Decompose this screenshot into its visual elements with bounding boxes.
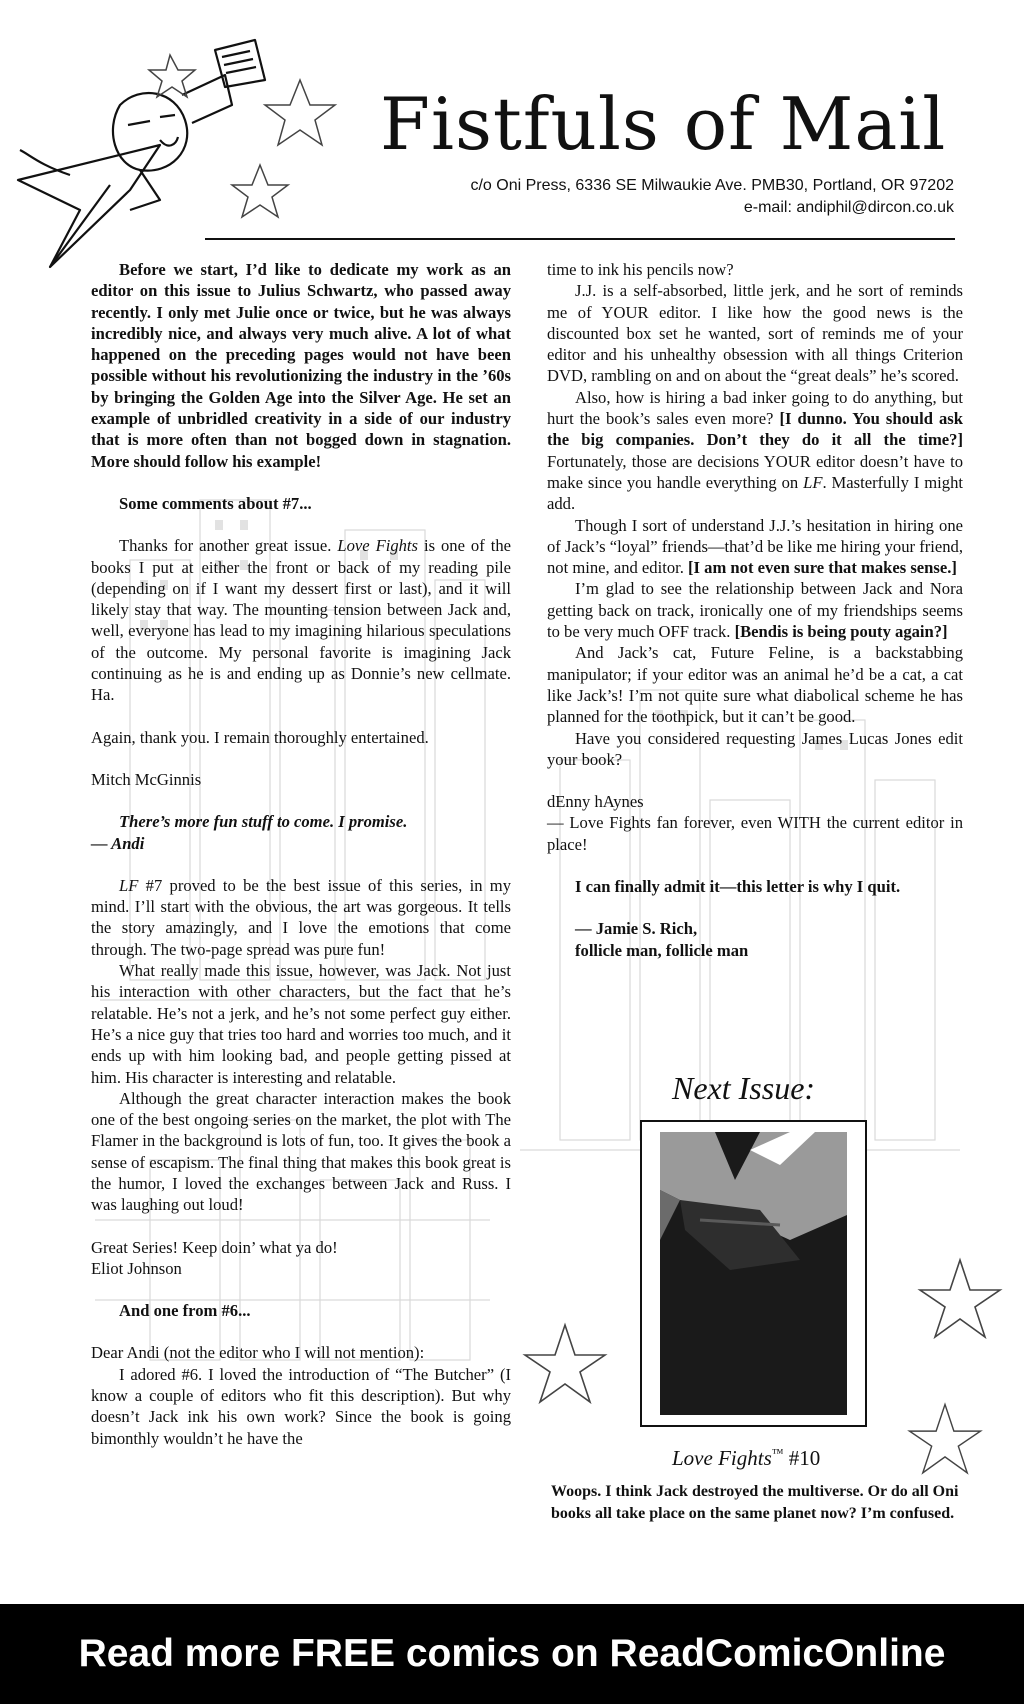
letter-paragraph: [91, 875, 511, 960]
text-run: Fortunately, those are decisions YOUR editor doesn’t have to make since you handle everything on: [547, 451, 963, 492]
right-column: [547, 259, 963, 961]
letter-paragraph: I adored #6. I loved the introduction of “The Butcher” (I know a couple of editors who fit this description). But why doesn’t Jack ink his own work? Since the book is going bimonthly wouldn’t he have the: [91, 1364, 511, 1448]
mailing-address: [470, 175, 954, 219]
editor-reply: I can finally admit it—this letter is why I quit.: [575, 877, 901, 897]
letter-paragraph: Although the great character interaction makes the book one of the best ongoing series on the market, the plot with The Flamer in the background is lots of fun, too. It gives the book a sense of escapism. The final thing that makes this book great is the humor, I loved the exchanges between Jack and Russ. I was laughing out loud!: [91, 1088, 511, 1215]
editor-aside: [I am not even sure that makes sense.]: [688, 558, 957, 578]
letter-closing: Great Series! Keep doin’ what ya do!: [91, 1237, 338, 1257]
trademark: ™: [771, 1446, 784, 1460]
text-run: Also, how is hiring a bad inker going to do anything, but hurt the book’s sales even more?: [547, 387, 963, 429]
section-heading: Some comments about #7...: [119, 493, 312, 513]
book-abbrev: LF: [803, 472, 823, 492]
footer-banner: [0, 1604, 1024, 1704]
issue-number: #10: [783, 1446, 821, 1470]
next-issue-title: [672, 1446, 820, 1471]
header-divider: [205, 238, 955, 240]
left-column: [91, 259, 511, 1449]
letter-paragraph: And Jack’s cat, Future Feline, is a backstabbing manipulator; if your editor was an animal he’d be a cat, a cat like Jack’s! I’m not quite sure what diabolical scheme he has planned for the toothpick, but it can’t be good.: [547, 643, 963, 727]
next-issue-blurb: Woops. I think Jack destroyed the multiverse. Or do all Oni books all take place on the same planet now? I’m confused.: [551, 1483, 959, 1522]
letter-signature: Eliot Johnson: [91, 1258, 182, 1278]
flying-hero-illustration: [10, 25, 340, 270]
next-issue-heading: Next Issue:: [672, 1070, 816, 1106]
footer-promo-text: Read more FREE comics on ReadComicOnline: [78, 1632, 946, 1675]
letter-paragraph: [547, 387, 963, 515]
section-heading: And one from #6...: [119, 1301, 251, 1321]
letter-paragraph: J.J. is a self-absorbed, little jerk, and he sort of reminds me of YOUR editor. I like how the good news is the discounted box set he wanted, sort of reminds me of your editor and his unhealthy obsession with all things Criterion DVD, rambling on and on about the “great deals” he’s scored.: [547, 281, 963, 386]
book-title: Love Fights: [337, 536, 418, 556]
letter-paragraph: [91, 535, 511, 705]
text-run: Though I sort of understand J.J.’s hesitation in hiring one of Jack’s “loyal” friends—that’d be like me hiring your friend, not mine, and editor.: [547, 515, 963, 578]
editor-reply-signature: — Jamie S. Rich,: [575, 919, 698, 939]
editor-aside: [Bendis is being pouty again?]: [734, 622, 948, 642]
letter-paragraph: Have you considered requesting James Lucas Jones edit your book?: [547, 728, 963, 769]
letter-signature-line: — Love Fights fan forever, even WITH the current editor in place!: [547, 813, 963, 854]
editor-reply-signature: — Andi: [91, 833, 145, 853]
editor-reply-signature: follicle man, follicle man: [575, 940, 749, 960]
text-run: is one of the books I put at either the front or back of my reading pile (depending on if I want my dessert first or last), and it will likely stay that way. The mounting tension between Jack and, well, everyone has lead to my imagining hilarious speculations of the outcome. My personal favorite is imagining Jack continuing as he is and ending up as Donnie’s new cellmate. Ha.: [91, 536, 512, 705]
star-icon: [905, 1400, 985, 1480]
letter-signature: Mitch McGinnis: [91, 769, 202, 789]
letter-paragraph: What really made this issue, however, was Jack. Not just his interaction with other characters, but the fact that he’s relatable. He’s not a jerk, and he’s not some perfect guy either. He’s a nice guy that tries too hard and worries too much, and it ends up with him looking bad, and people getting pissed at him. His character is interesting and relatable.: [91, 961, 511, 1087]
letter-paragraph: time to ink his pencils now?: [547, 260, 734, 279]
text-run: Thanks for another great issue.: [119, 536, 338, 556]
book-abbrev: LF: [119, 875, 139, 895]
star-icon: [915, 1255, 1005, 1345]
address-line: c/o Oni Press, 6336 SE Milwaukie Ave. PMB30, Portland, OR 97202: [470, 177, 954, 194]
letter-paragraph: [547, 578, 963, 642]
dedication-paragraph: Before we start, I’d like to dedicate my work as an editor on this issue to Julius Schwartz, who passed away recently. I only met Julie once or twice, but he was always incredibly nice, and always very much alive. A lot of what happened on the preceding pages would not have been possible without his revolutionizing the industry in the ’60s by bringing the Golden Age into the Silver Age. He set an example of unbridled creativity in a side of our industry that is more often than not bogged down in stagnation. More should follow his example!: [91, 260, 511, 471]
letter-salutation: Dear Andi (not the editor who I will not mention):: [91, 1343, 425, 1363]
book-title: Love Fights: [672, 1446, 772, 1470]
letter-signature: dEnny hAynes: [547, 792, 644, 812]
page-title: Fistfuls of Mail: [380, 82, 947, 166]
email-line: e-mail: andiphil@dircon.co.uk: [743, 199, 954, 216]
text-run: #7 proved to be the best issue of this series, in my mind. I’ll start with the obvious, the art was gorgeous. It tells the story amazingly, and I love the emotions that come through. The two-page spread was pure fun!: [91, 875, 511, 959]
text-run: . Masterfully I might add.: [547, 472, 963, 514]
star-icon: [520, 1320, 610, 1410]
text-run: I’m glad to see the relationship between Jack and Nora getting back on track, ironically one of my friendships seems to be very much OFF track.: [547, 579, 963, 642]
editor-aside: [I dunno. You should ask the big companies. Don’t they do it all the time?]: [547, 409, 963, 450]
letter-paragraph: [547, 515, 963, 579]
letter-paragraph: Again, thank you. I remain thoroughly entertained.: [91, 727, 429, 747]
next-issue-cover-image: [640, 1120, 867, 1427]
editor-reply: There’s more fun stuff to come. I promise.: [119, 812, 408, 832]
